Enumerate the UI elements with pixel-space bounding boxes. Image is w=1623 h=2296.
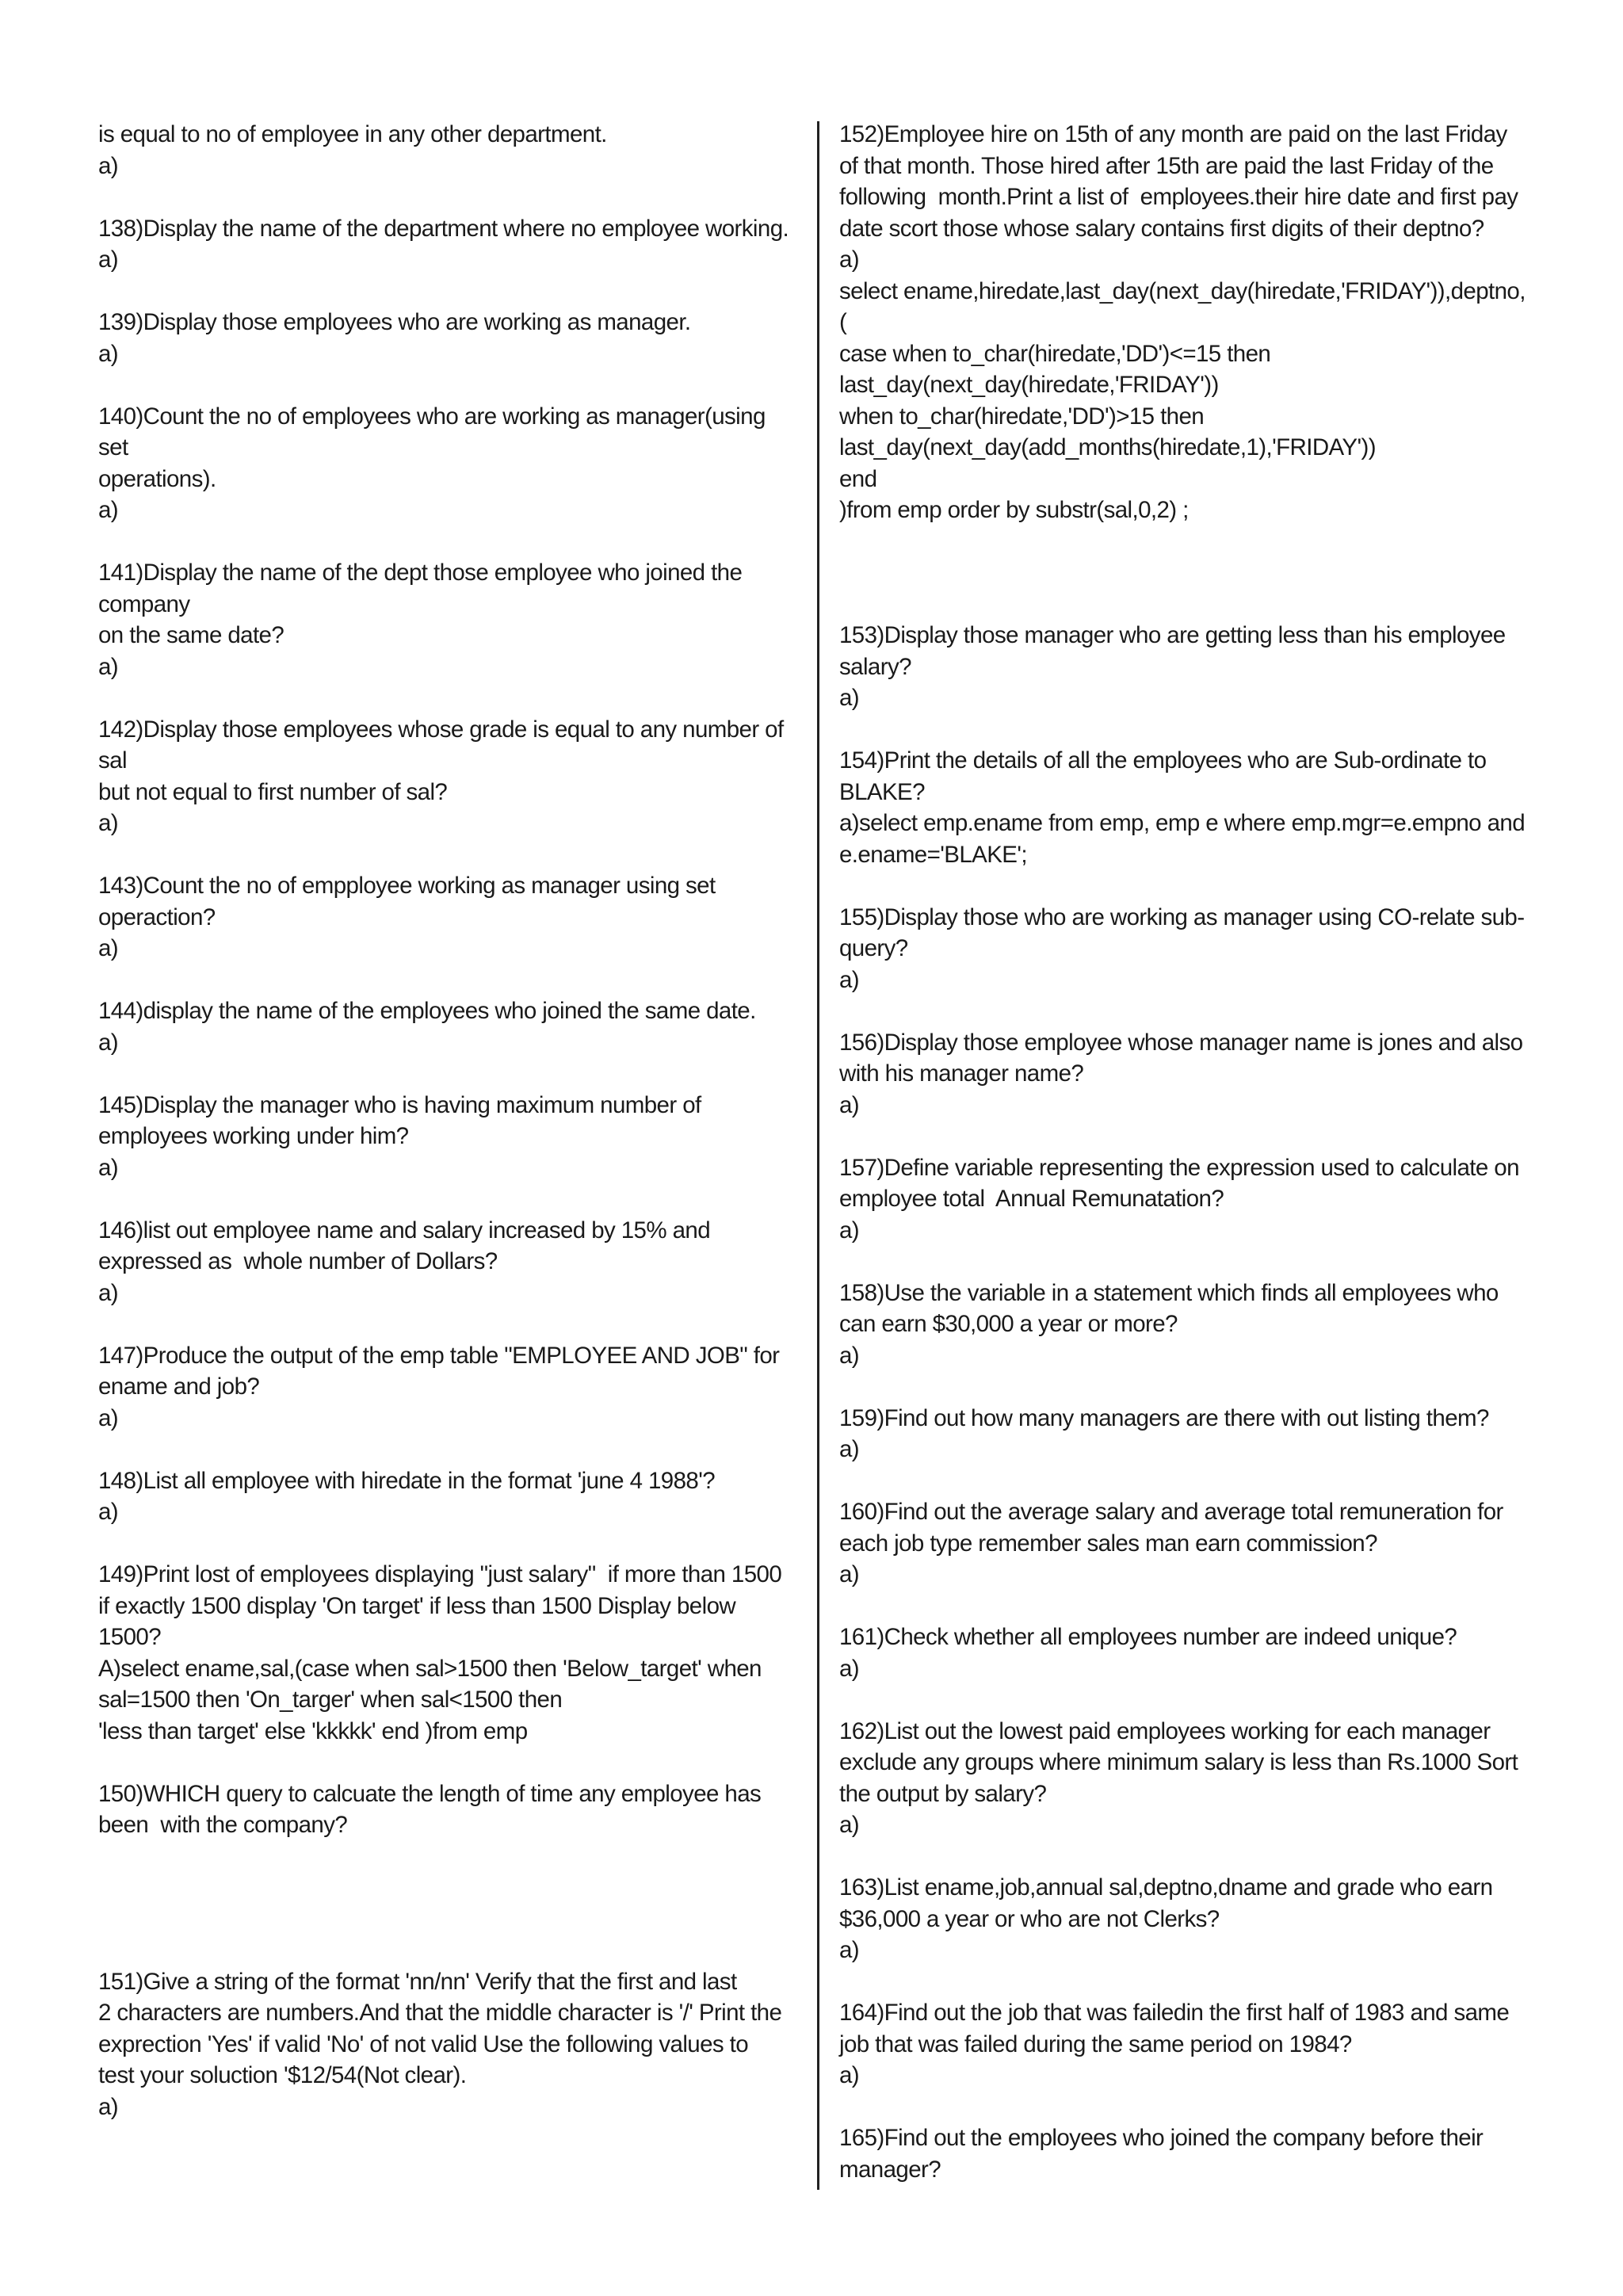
text-line: each job type remember sales man earn commission? [839, 1530, 1377, 1557]
text-line: a) [839, 1561, 860, 1587]
text-line [839, 995, 1545, 1027]
text-line: a) [839, 1342, 860, 1369]
text-line [839, 526, 1545, 558]
text-line [98, 526, 804, 558]
text-line: a) [98, 1154, 119, 1181]
text-line: 'less than target' else 'kkkkk' end )from emp [98, 1717, 528, 1744]
text-line: 153)Display those manager who are getting less than his employee [839, 622, 1506, 648]
text-line [98, 1747, 804, 1778]
text-line: 141)Display the name of the dept those employee who joined the [98, 560, 743, 586]
text-line [98, 181, 804, 213]
text-line: a) [98, 1499, 119, 1525]
text-line: e.ename='BLAKE'; [839, 841, 1028, 868]
text-line: set [98, 434, 128, 460]
text-line: a) [98, 497, 119, 523]
text-line [839, 870, 1545, 902]
text-line: employees working under him? [98, 1123, 409, 1149]
text-line: but not equal to first number of sal? [98, 778, 448, 805]
text-line: been with the company? [98, 1812, 348, 1838]
text-line: 165)Find out the employees who joined the company before their [839, 2125, 1484, 2151]
text-line: a) [839, 685, 860, 711]
text-line: sal [98, 747, 127, 774]
text-line [98, 1434, 804, 1465]
text-line: a) [98, 810, 119, 836]
text-line: exclude any groups where minimum salary is less than Rs.1000 Sort [839, 1749, 1518, 1775]
text-line: query? [839, 935, 908, 961]
text-line: expressed as whole number of Dollars? [98, 1248, 498, 1274]
text-line: is equal to no of employee in any other department. [98, 121, 607, 147]
text-line [98, 1058, 804, 1090]
right-column [839, 119, 1545, 2185]
text-line: select ename,hiredate,last_day(next_day(hiredate,'FRIDAY')),deptno, [839, 277, 1526, 304]
text-line: 140)Count the no of employees who are working as manager(using [98, 403, 766, 430]
text-line: 144)display the name of the employees who joined the same date. [98, 998, 756, 1024]
text-line [839, 1684, 1545, 1716]
text-line: 152)Employee hire on 15th of any month are paid on the last Friday [839, 121, 1507, 147]
text-line [98, 839, 804, 871]
text-line: 161)Check whether all employees number are indeed unique? [839, 1624, 1457, 1650]
text-line: a) [839, 2062, 860, 2088]
text-line [839, 1841, 1545, 1873]
text-line: a) [98, 1404, 119, 1431]
text-line: 156)Display those employee whose manager name is jones and also [839, 1029, 1523, 1056]
text-line: 147)Produce the output of the emp table "EMPLOYEE AND JOB" for [98, 1342, 780, 1369]
text-line [98, 1904, 804, 1935]
text-line: a) [839, 1937, 860, 1963]
text-line [839, 1591, 1545, 1622]
text-line: 163)List ename,job,annual sal,deptno,dname and grade who earn [839, 1874, 1493, 1901]
text-line: BLAKE? [839, 778, 925, 805]
column-divider [817, 121, 819, 2190]
text-line: )from emp order by substr(sal,0,2) ; [839, 497, 1189, 523]
text-line [839, 2092, 1545, 2123]
text-line: 142)Display those employees whose grade is equal to any number of [98, 716, 784, 743]
text-line: 159)Find out how many managers are there with out listing them? [839, 1404, 1489, 1431]
text-line: company [98, 590, 190, 617]
text-line: a) [98, 246, 119, 273]
text-line: 1500? [98, 1624, 162, 1650]
text-line: on the same date? [98, 622, 285, 648]
text-line [839, 589, 1545, 621]
text-line: ename and job? [98, 1373, 260, 1400]
text-line: a) [98, 2093, 119, 2120]
text-line [839, 1246, 1545, 1278]
text-line: of that month. Those hired after 15th are paid the last Friday of the [839, 152, 1494, 179]
text-line: when to_char(hiredate,'DD')>15 then [839, 403, 1205, 430]
text-line: a) [98, 653, 119, 680]
text-line: sal=1500 then 'On_targer' when sal<1500 then [98, 1687, 563, 1713]
text-line: a) [839, 1655, 860, 1682]
text-line: last_day(next_day(hiredate,'FRIDAY')) [839, 372, 1219, 398]
text-line: manager? [839, 2156, 941, 2183]
text-line: a) [839, 1217, 860, 1244]
text-line: exprection 'Yes' if valid 'No' of not valid Use the following values to [98, 2030, 749, 2057]
text-line: employee total Annual Remunatation? [839, 1186, 1224, 1212]
text-line [98, 1183, 804, 1215]
text-line: a) [839, 1812, 860, 1838]
text-line [839, 1465, 1545, 1497]
text-line: end [839, 465, 877, 492]
text-line: 150)WHICH query to calcuate the length of time any employee has [98, 1780, 762, 1807]
text-line: 162)List out the lowest paid employees working for each manager [839, 1717, 1491, 1744]
text-line: a) [839, 246, 860, 273]
text-line [98, 369, 804, 401]
text-line: 160)Find out the average salary and average total remuneration for [839, 1499, 1503, 1525]
text-line [98, 1935, 804, 1966]
text-line [98, 682, 804, 714]
text-line: following month.Print a list of employees.their hire date and first pay [839, 184, 1518, 210]
text-line: a) [98, 935, 119, 961]
text-line: a) [98, 340, 119, 367]
text-line: 164)Find out the job that was failedin the first half of 1983 and same [839, 2000, 1510, 2026]
left-column [98, 119, 804, 2122]
text-line: last_day(next_day(add_months(hiredate,1),'FRIDAY')) [839, 434, 1376, 460]
text-line: if exactly 1500 display 'On target' if less than 1500 Display below [98, 1592, 736, 1619]
text-line: operaction? [98, 904, 216, 930]
text-line: can earn $30,000 a year or more? [839, 1311, 1178, 1337]
text-line: a) [839, 1436, 860, 1462]
text-line: a) [98, 1279, 119, 1306]
text-line: with his manager name? [839, 1060, 1084, 1087]
text-line [98, 276, 804, 308]
text-line: a)select emp.ename from emp, emp e where emp.mgr=e.empno and [839, 810, 1526, 836]
text-line: 143)Count the no of empployee working as manager using set [98, 873, 716, 899]
text-line: 157)Define variable representing the expression used to calculate on [839, 1154, 1519, 1181]
text-line: 146)list out employee name and salary increased by 15% and [98, 1217, 711, 1244]
text-line [98, 965, 804, 996]
text-line [839, 1371, 1545, 1403]
text-line [98, 1872, 804, 1904]
text-line: 158)Use the variable in a statement which finds all employees who [839, 1279, 1499, 1306]
text-line: $36,000 a year or who are not Clerks? [839, 1905, 1220, 1932]
text-line: test your soluction '$12/54(Not clear). [98, 2062, 467, 2088]
text-line [98, 1528, 804, 1560]
text-line [839, 557, 1545, 589]
text-line: case when to_char(hiredate,'DD')<=15 then [839, 340, 1271, 367]
text-line [98, 1841, 804, 1873]
text-line: 154)Print the details of all the employees who are Sub-ordinate to [839, 747, 1487, 774]
text-line [98, 1308, 804, 1340]
text-line: a) [839, 1091, 860, 1118]
text-line [839, 1966, 1545, 1998]
text-line: 151)Give a string of the format 'nn/nn' Verify that the first and last [98, 1968, 737, 1995]
text-line: job that was failed during the same period on 1984? [839, 2030, 1352, 2057]
text-line: 148)List all employee with hiredate in the format 'june 4 1988'? [98, 1467, 716, 1494]
text-line: a) [98, 152, 119, 179]
text-line: 138)Display the name of the department where no employee working. [98, 215, 789, 242]
text-line: 155)Display those who are working as manager using CO-relate sub- [839, 904, 1525, 930]
text-line: operations). [98, 465, 216, 492]
text-line: a) [98, 1029, 119, 1056]
text-line [839, 714, 1545, 746]
text-line: 149)Print lost of employees displaying "just salary" if more than 1500 [98, 1561, 782, 1587]
text-line: salary? [839, 653, 911, 680]
text-line: 2 characters are numbers.And that the middle character is '/' Print the [98, 2000, 782, 2026]
text-line: A)select ename,sal,(case when sal>1500 then 'Below_target' when [98, 1655, 762, 1682]
text-line: ( [839, 309, 847, 335]
text-line [839, 1121, 1545, 1152]
text-line: the output by salary? [839, 1780, 1047, 1807]
text-line: a) [839, 966, 860, 993]
text-line: date scort those whose salary contains first digits of their deptno? [839, 215, 1484, 242]
text-line: 145)Display the manager who is having maximum number of [98, 1091, 701, 1118]
text-line: 139)Display those employees who are working as manager. [98, 309, 691, 335]
